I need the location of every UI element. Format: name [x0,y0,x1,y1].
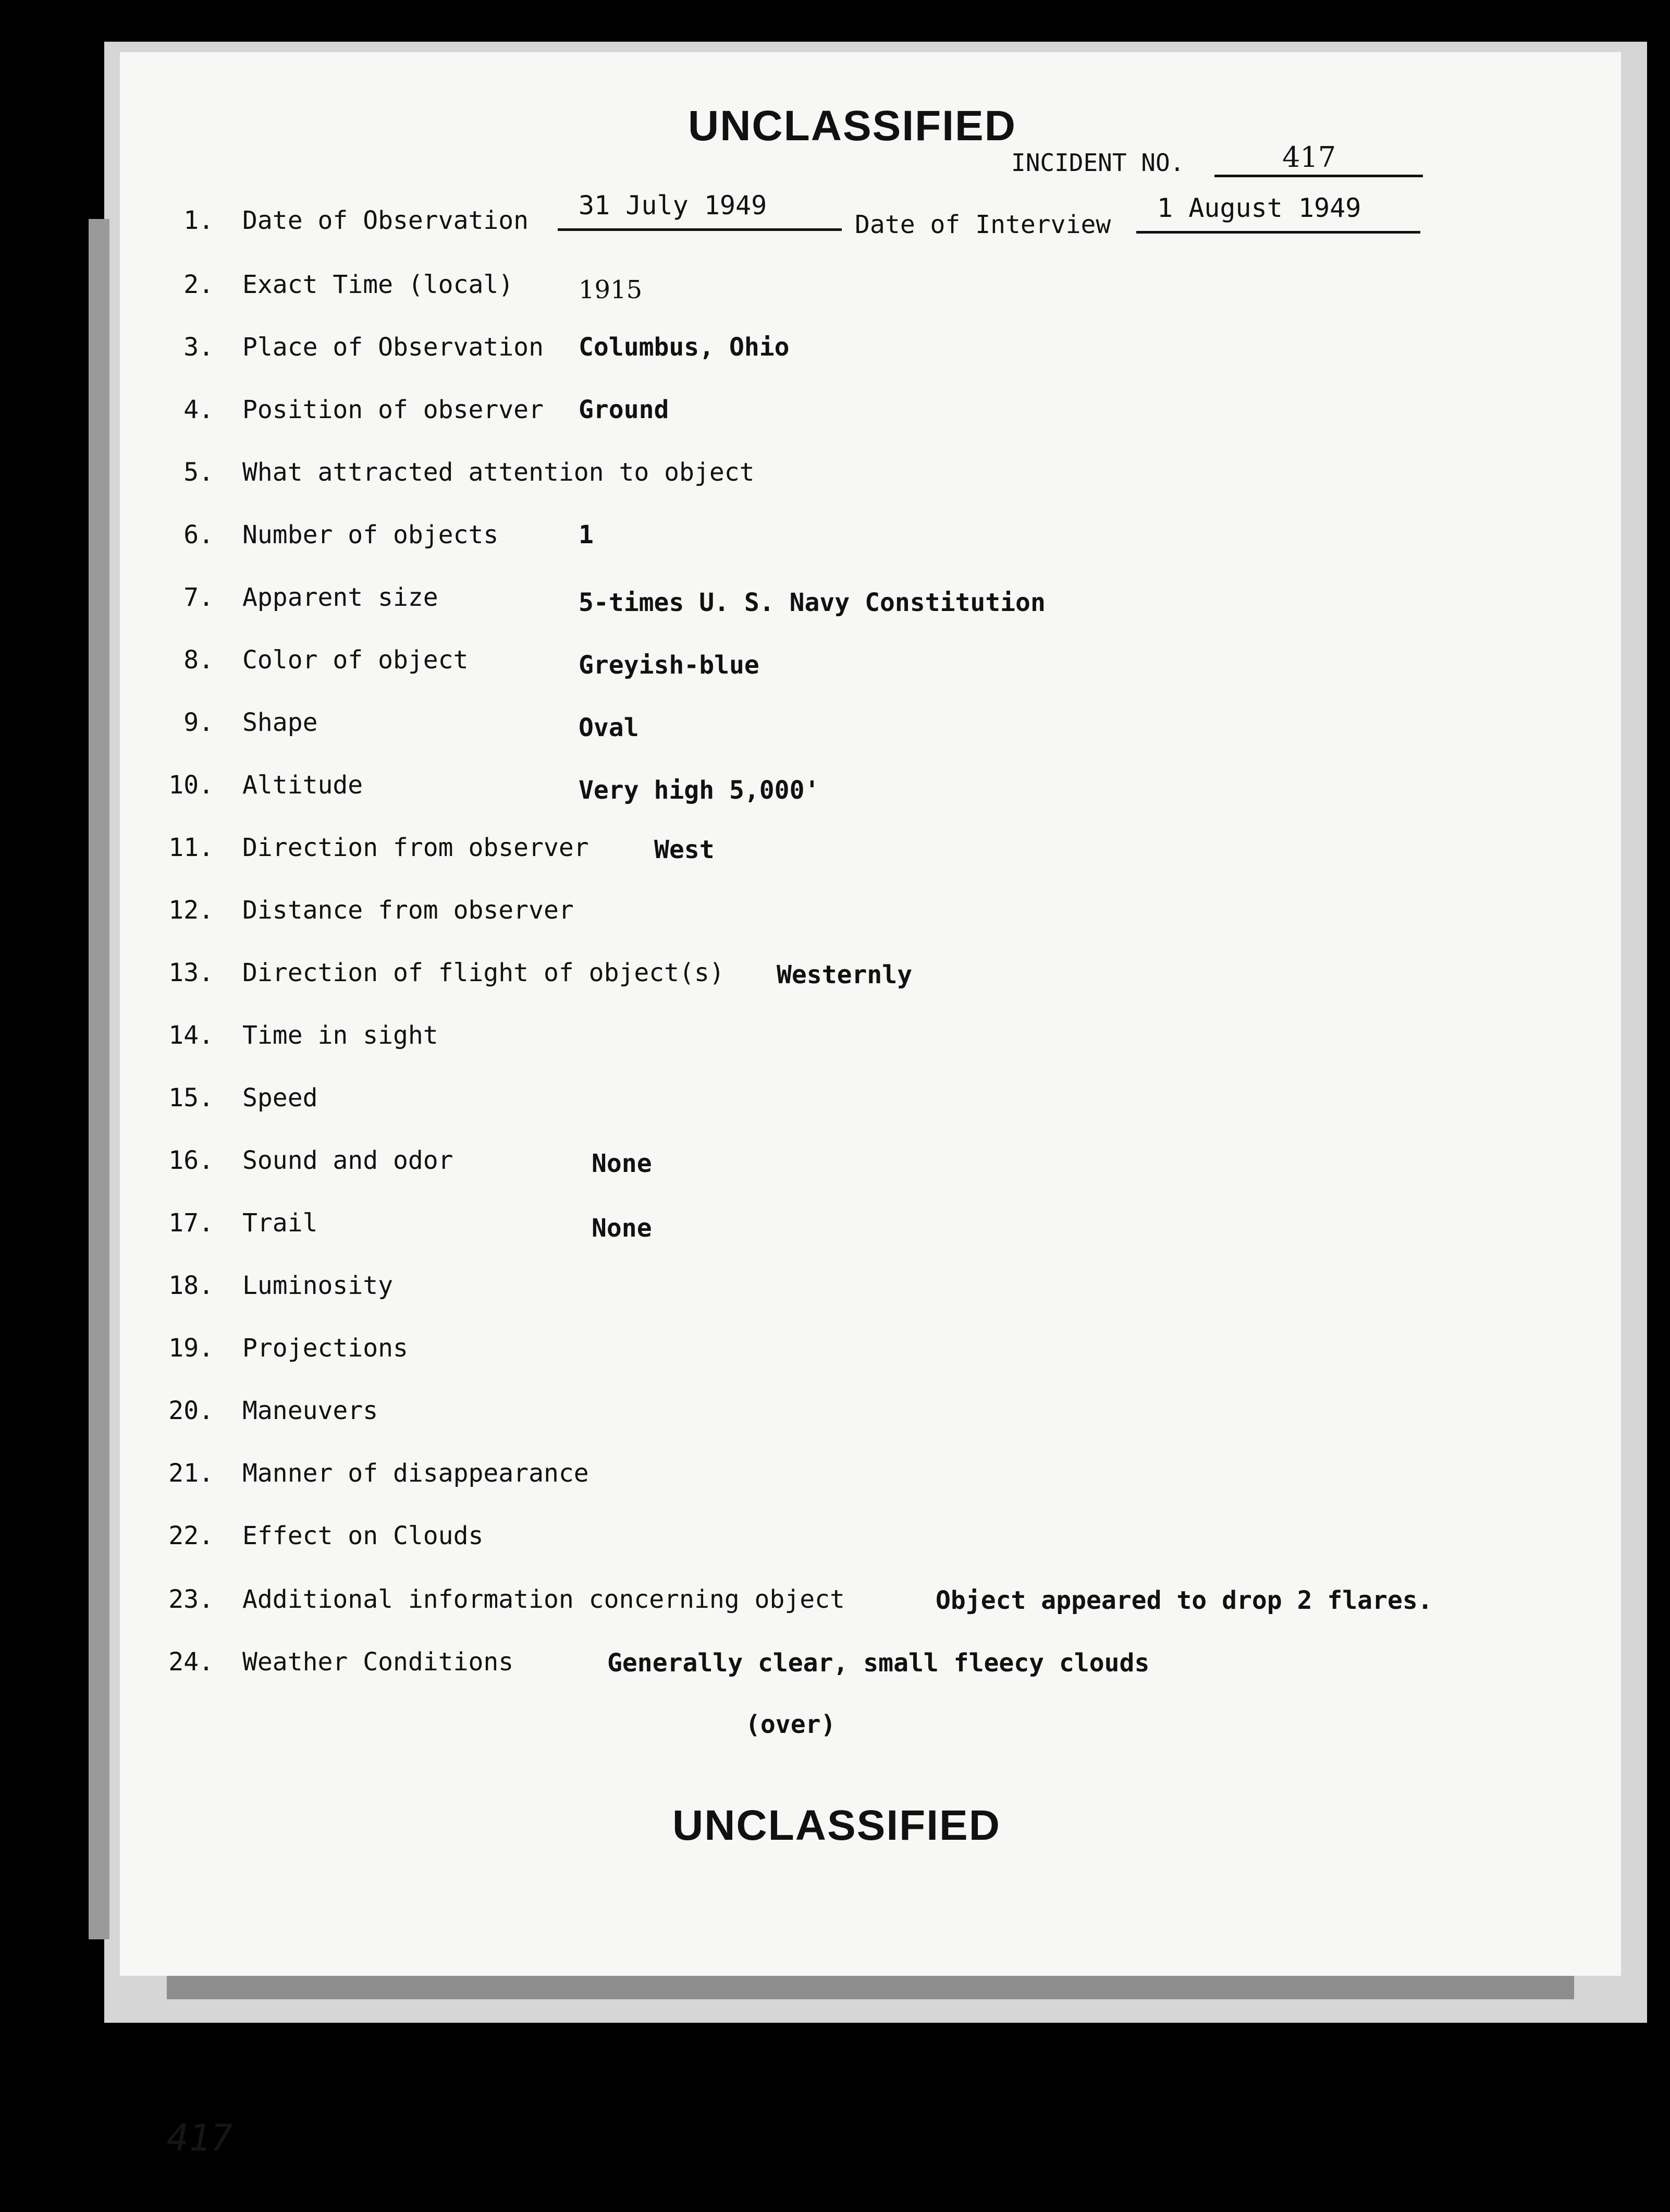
row-number: 4. [183,395,214,424]
margin-mark: 417 [167,2117,233,2159]
row-label: Projections [242,1334,408,1363]
date-of-observation-field: 31 July 1949 [558,190,842,231]
over-note: (over) [745,1710,836,1739]
row-label: Additional information concerning object [242,1585,845,1614]
row-number: 24. [168,1647,214,1677]
row-number: 8. [183,645,214,675]
row-number: 18. [168,1271,214,1300]
row-label: Apparent size [242,583,438,612]
form-row-7 [0,583,1670,625]
row-number: 1. [183,206,214,235]
classification-stamp-top: UNCLASSIFIED [688,102,1016,150]
row-value: Very high 5,000' [579,776,820,805]
row-value: Greyish-blue [579,651,759,680]
row-number: 14. [168,1021,214,1050]
form-row-17 [0,1208,1670,1250]
row-number: 9. [183,708,214,737]
row-value: Ground [579,395,669,424]
form-row-10 [0,771,1670,812]
row-label: Date of Observation [242,206,529,235]
form-row-4 [0,395,1670,437]
form-row-12 [0,896,1670,937]
form-row-20 [0,1396,1670,1438]
row-label: Manner of disappearance [242,1459,589,1488]
row-value: None [592,1214,652,1243]
row-number: 19. [168,1334,214,1363]
date-of-interview-field: 1 August 1949 [1136,193,1420,234]
row-value: Oval [579,713,639,742]
row-label: Exact Time (local) [242,270,514,299]
row-number: 11. [168,833,214,862]
form-row-21 [0,1459,1670,1500]
form-row-24 [0,1647,1670,1689]
row-number: 20. [168,1396,214,1425]
row-label: Maneuvers [242,1396,378,1425]
row-number: 23. [168,1585,214,1614]
form-row-16 [0,1146,1670,1188]
row-label: Direction from observer [242,833,589,862]
row-value: 1915 [579,275,643,304]
row-value: 5-times U. S. Navy Constitution [579,588,1046,617]
row-label: Luminosity [242,1271,393,1300]
row-number: 15. [168,1083,214,1113]
form-row-8 [0,645,1670,687]
row-label: Effect on Clouds [242,1521,484,1550]
row-label: Color of object [242,645,469,675]
form-row-22 [0,1521,1670,1563]
row-value: None [592,1149,652,1178]
form-row-2 [0,270,1670,312]
row-number: 12. [168,896,214,925]
date-of-interview-label: Date of Interview [855,210,1111,239]
form-row-18 [0,1271,1670,1313]
row-label: Position of observer [242,395,544,424]
row-label: Place of Observation [242,333,544,362]
row-number: 10. [168,771,214,800]
form-row-6 [0,520,1670,562]
row-label: Speed [242,1083,318,1113]
form-row-13 [0,958,1670,1000]
row-value: Generally clear, small fleecy clouds [607,1648,1150,1678]
bottom-edge-strip [167,1976,1574,1999]
row-number: 7. [183,583,214,612]
row-number: 16. [168,1146,214,1175]
row-label: Distance from observer [242,896,574,925]
row-number: 3. [183,333,214,362]
row-label: Direction of flight of object(s) [242,958,725,987]
row-label: Trail [242,1208,318,1238]
form-row-11 [0,833,1670,875]
row-number: 2. [183,270,214,299]
form-row-5 [0,458,1670,499]
row-number: 5. [183,458,214,487]
row-number: 6. [183,520,214,549]
row-label: Sound and odor [242,1146,453,1175]
row-label: Number of objects [242,520,499,549]
form-row-23 [0,1585,1670,1627]
row-number: 21. [168,1459,214,1488]
row-value: 1 [579,520,594,549]
row-value: Westernly [777,960,913,989]
row-label: Altitude [242,771,363,800]
classification-stamp-bottom: UNCLASSIFIED [672,1802,1001,1849]
form-row-3 [0,333,1670,374]
form-row-1 [0,190,1670,248]
row-value: West [654,835,715,864]
form-row-19 [0,1334,1670,1375]
row-number: 17. [168,1208,214,1238]
row-value: Columbus, Ohio [579,333,790,362]
row-value: Object appeared to drop 2 flares. [936,1586,1433,1615]
form-row-14 [0,1021,1670,1062]
row-number: 22. [168,1521,214,1550]
row-label: What attracted attention to object [242,458,755,487]
incident-number: 417 [1214,125,1423,177]
incident-label: INCIDENT NO. [1011,149,1185,177]
form-row-9 [0,708,1670,750]
form-row-15 [0,1083,1670,1125]
row-label: Shape [242,708,318,737]
row-number: 13. [168,958,214,987]
row-label: Time in sight [242,1021,438,1050]
row-label: Weather Conditions [242,1647,514,1677]
